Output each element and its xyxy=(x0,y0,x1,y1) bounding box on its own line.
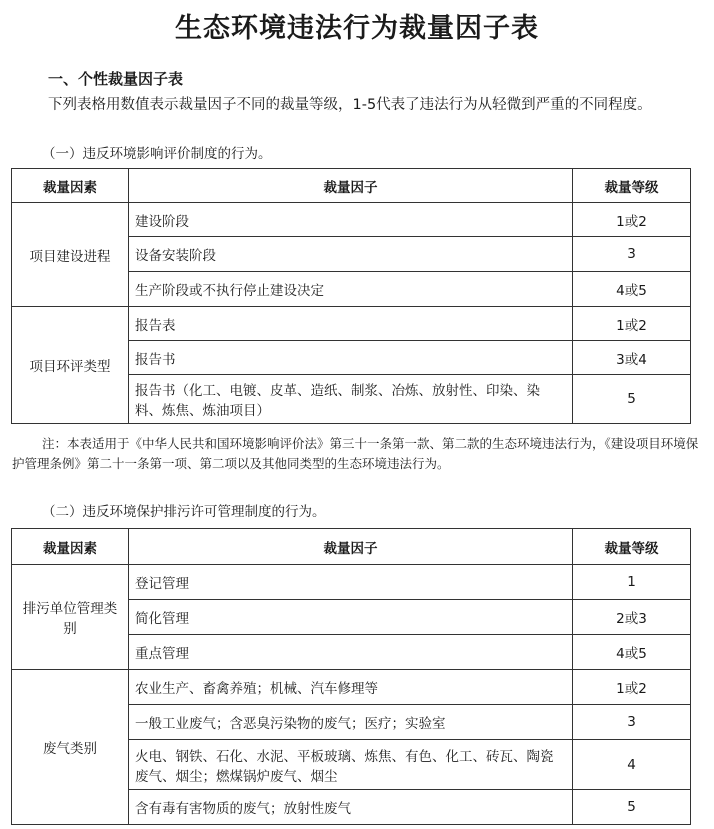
table-header-row xyxy=(12,169,691,203)
table1-caption: （一）违反环境影响评价制度的行为。 xyxy=(42,146,272,162)
category-cell: 排污单位管理类别 xyxy=(12,565,129,670)
table-row xyxy=(12,307,691,341)
header-category: 裁量因素 xyxy=(12,529,129,565)
factor-cell: 火电、钢铁、石化、水泥、平板玻璃、炼焦、有色、化工、砖瓦、陶瓷废气、烟尘；燃煤锅炉废气、烟尘 xyxy=(129,740,573,790)
level-cell: 3或4 xyxy=(573,341,691,375)
level-cell: 5 xyxy=(573,375,691,424)
level-cell: 1 xyxy=(573,565,691,600)
level-cell: 3 xyxy=(573,705,691,740)
category-cell: 项目建设进程 xyxy=(12,203,129,307)
factor-cell: 报告书（化工、电镀、皮革、造纸、制浆、冶炼、放射性、印染、染料、炼焦、炼油项目） xyxy=(129,375,573,424)
table-row xyxy=(12,670,691,705)
header-factor: 裁量因子 xyxy=(129,529,573,565)
level-cell: 4 xyxy=(573,740,691,790)
eia-violation-table xyxy=(11,168,691,424)
factor-cell: 生产阶段或不执行停止建设决定 xyxy=(129,272,573,307)
level-cell: 2或3 xyxy=(573,600,691,635)
header-level: 裁量等级 xyxy=(573,529,691,565)
factor-cell: 报告表 xyxy=(129,307,573,341)
header-level: 裁量等级 xyxy=(573,169,691,203)
factor-cell: 农业生产、畜禽养殖；机械、汽车修理等 xyxy=(129,670,573,705)
factor-cell: 一般工业废气；含恶臭污染物的废气；医疗；实验室 xyxy=(129,705,573,740)
level-cell: 3 xyxy=(573,237,691,272)
factor-cell: 登记管理 xyxy=(129,565,573,600)
level-cell: 5 xyxy=(573,790,691,825)
category-cell: 项目环评类型 xyxy=(12,307,129,424)
header-category: 裁量因素 xyxy=(12,169,129,203)
factor-cell: 设备安装阶段 xyxy=(129,237,573,272)
intro-paragraph: 下列表格用数值表示裁量因子不同的裁量等级，1-5代表了违法行为从轻微到严重的不同程度。 xyxy=(48,97,652,113)
table2-caption: （二）违反环境保护排污许可管理制度的行为。 xyxy=(42,504,326,520)
table-header-row xyxy=(12,529,691,565)
factor-cell: 含有毒有害物质的废气；放射性废气 xyxy=(129,790,573,825)
table-row xyxy=(12,203,691,237)
factor-cell: 重点管理 xyxy=(129,635,573,670)
level-cell: 1或2 xyxy=(573,670,691,705)
header-factor: 裁量因子 xyxy=(129,169,573,203)
section-heading: 一、个性裁量因子表 xyxy=(48,70,184,88)
table-row xyxy=(12,565,691,600)
factor-cell: 报告书 xyxy=(129,341,573,375)
category-cell: 废气类别 xyxy=(12,670,129,825)
level-cell: 1或2 xyxy=(573,307,691,341)
level-cell: 4或5 xyxy=(573,272,691,307)
document-title: 生态环境违法行为裁量因子表 xyxy=(175,13,539,44)
level-cell: 1或2 xyxy=(573,203,691,237)
table1-note: 注：本表适用于《中华人民共和国环境影响评价法》第三十一条第一款、第二款的生态环境违法行为，《建设项目环境保护管理条例》第二十一条第一项、第二项以及其他同类型的生态环境违法行为。 xyxy=(12,436,699,471)
factor-cell: 简化管理 xyxy=(129,600,573,635)
permit-violation-table xyxy=(11,528,691,825)
factor-cell: 建设阶段 xyxy=(129,203,573,237)
level-cell: 4或5 xyxy=(573,635,691,670)
